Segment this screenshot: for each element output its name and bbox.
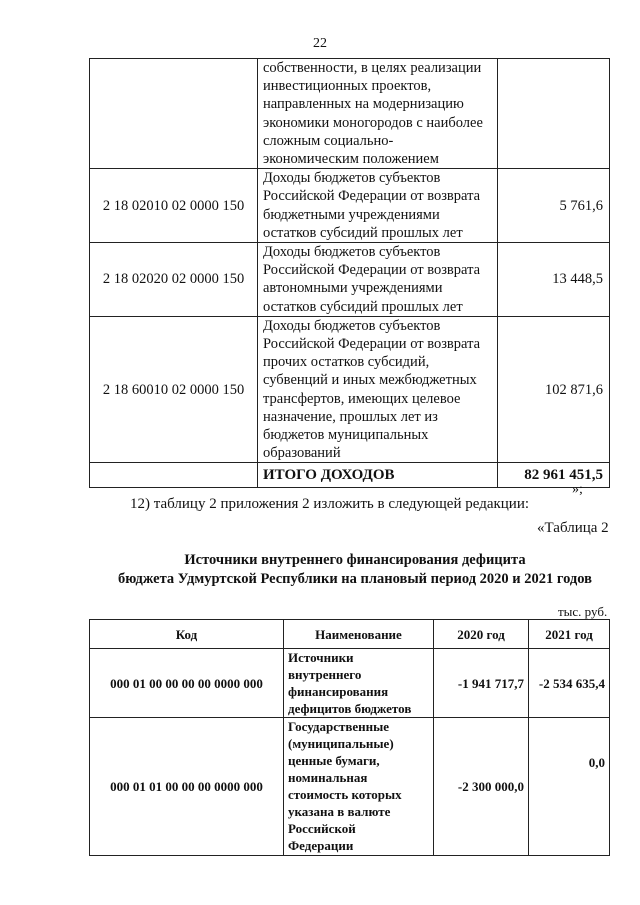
table-row [90,169,610,243]
code-cell: 2 18 60010 02 0000 150 [90,316,258,463]
table-row [90,59,610,169]
table-header-row [90,620,610,649]
header-name: Наименование [284,620,434,649]
header-2020: 2020 год [434,620,529,649]
heading-line-2: бюджета Удмуртской Республики на плановый период 2020 и 2021 годов [117,571,592,587]
name-cell [258,316,498,463]
code-cell: 000 01 00 00 00 00 0000 000 [90,649,284,718]
table-row [90,649,610,718]
name-text: Доходы бюджетов субъектов Российской Федерации от возврата автономными учреждениями остатков субсидий прошлых лет [263,244,481,315]
table-row [90,718,610,856]
closing-quote: »; [572,482,583,497]
name-text: Доходы бюджетов субъектов Российской Федерации от возврата бюджетными учреждениями остатков субсидий прошлых лет [263,170,481,241]
name-text: Государственные (муниципальные) ценные бумаги, номинальная стоимость которых указана в валюте Российской Федерации [288,719,402,853]
instruction-text: 12) таблицу 2 приложения 2 изложить в следующей редакции: [130,496,530,512]
section-heading [0,551,640,589]
total-row [90,463,610,488]
header-2021: 2021 год [529,620,610,649]
table-row [90,243,610,317]
amount-cell [498,59,610,169]
value-2021-cell: 0,0 [529,718,610,856]
name-cell [258,243,498,317]
name-cell [284,718,434,856]
table-row [90,316,610,463]
units-label: тыс. руб. [558,604,608,619]
code-cell [90,463,258,488]
financing-sources-table [89,619,610,856]
name-text: собственности, в целях реализации инвестиционных проектов, направленных на модернизацию экономики моногородов с наиболее сложным социально- экономическим положением [263,60,483,168]
total-label: ИТОГО ДОХОДОВ [258,463,498,488]
amount-cell: 5 761,6 [498,169,610,243]
value-2020-cell: -2 300 000,0 [434,718,529,856]
code-cell: 000 01 01 00 00 00 0000 000 [90,718,284,856]
value-2021-cell: -2 534 635,4 [529,649,610,718]
total-amount: 82 961 451,5 [498,463,610,488]
name-cell [258,59,498,169]
page-number: 22 [313,36,327,51]
code-cell: 2 18 02020 02 0000 150 [90,243,258,317]
name-cell [258,169,498,243]
name-text: Доходы бюджетов субъектов Российской Федерации от возврата прочих остатков субсидий, субвенций и иных межбюджетных трансфертов, имеющих целевое назначение, прошлых лет из бюджетов муниципальных образований [263,317,481,462]
code-cell [90,59,258,169]
name-cell [284,649,434,718]
header-code: Код [90,620,284,649]
value-2020-cell: -1 941 717,7 [434,649,529,718]
name-text: Источники внутреннего финансирования дефицитов бюджетов [288,650,412,716]
heading-line-1: Источники внутреннего финансирования дефицита [184,552,526,568]
amount-cell: 13 448,5 [498,243,610,317]
amount-cell: 102 871,6 [498,316,610,463]
code-cell: 2 18 02010 02 0000 150 [90,169,258,243]
revenue-table [89,58,610,488]
table-caption: «Таблица 2 [537,520,609,536]
